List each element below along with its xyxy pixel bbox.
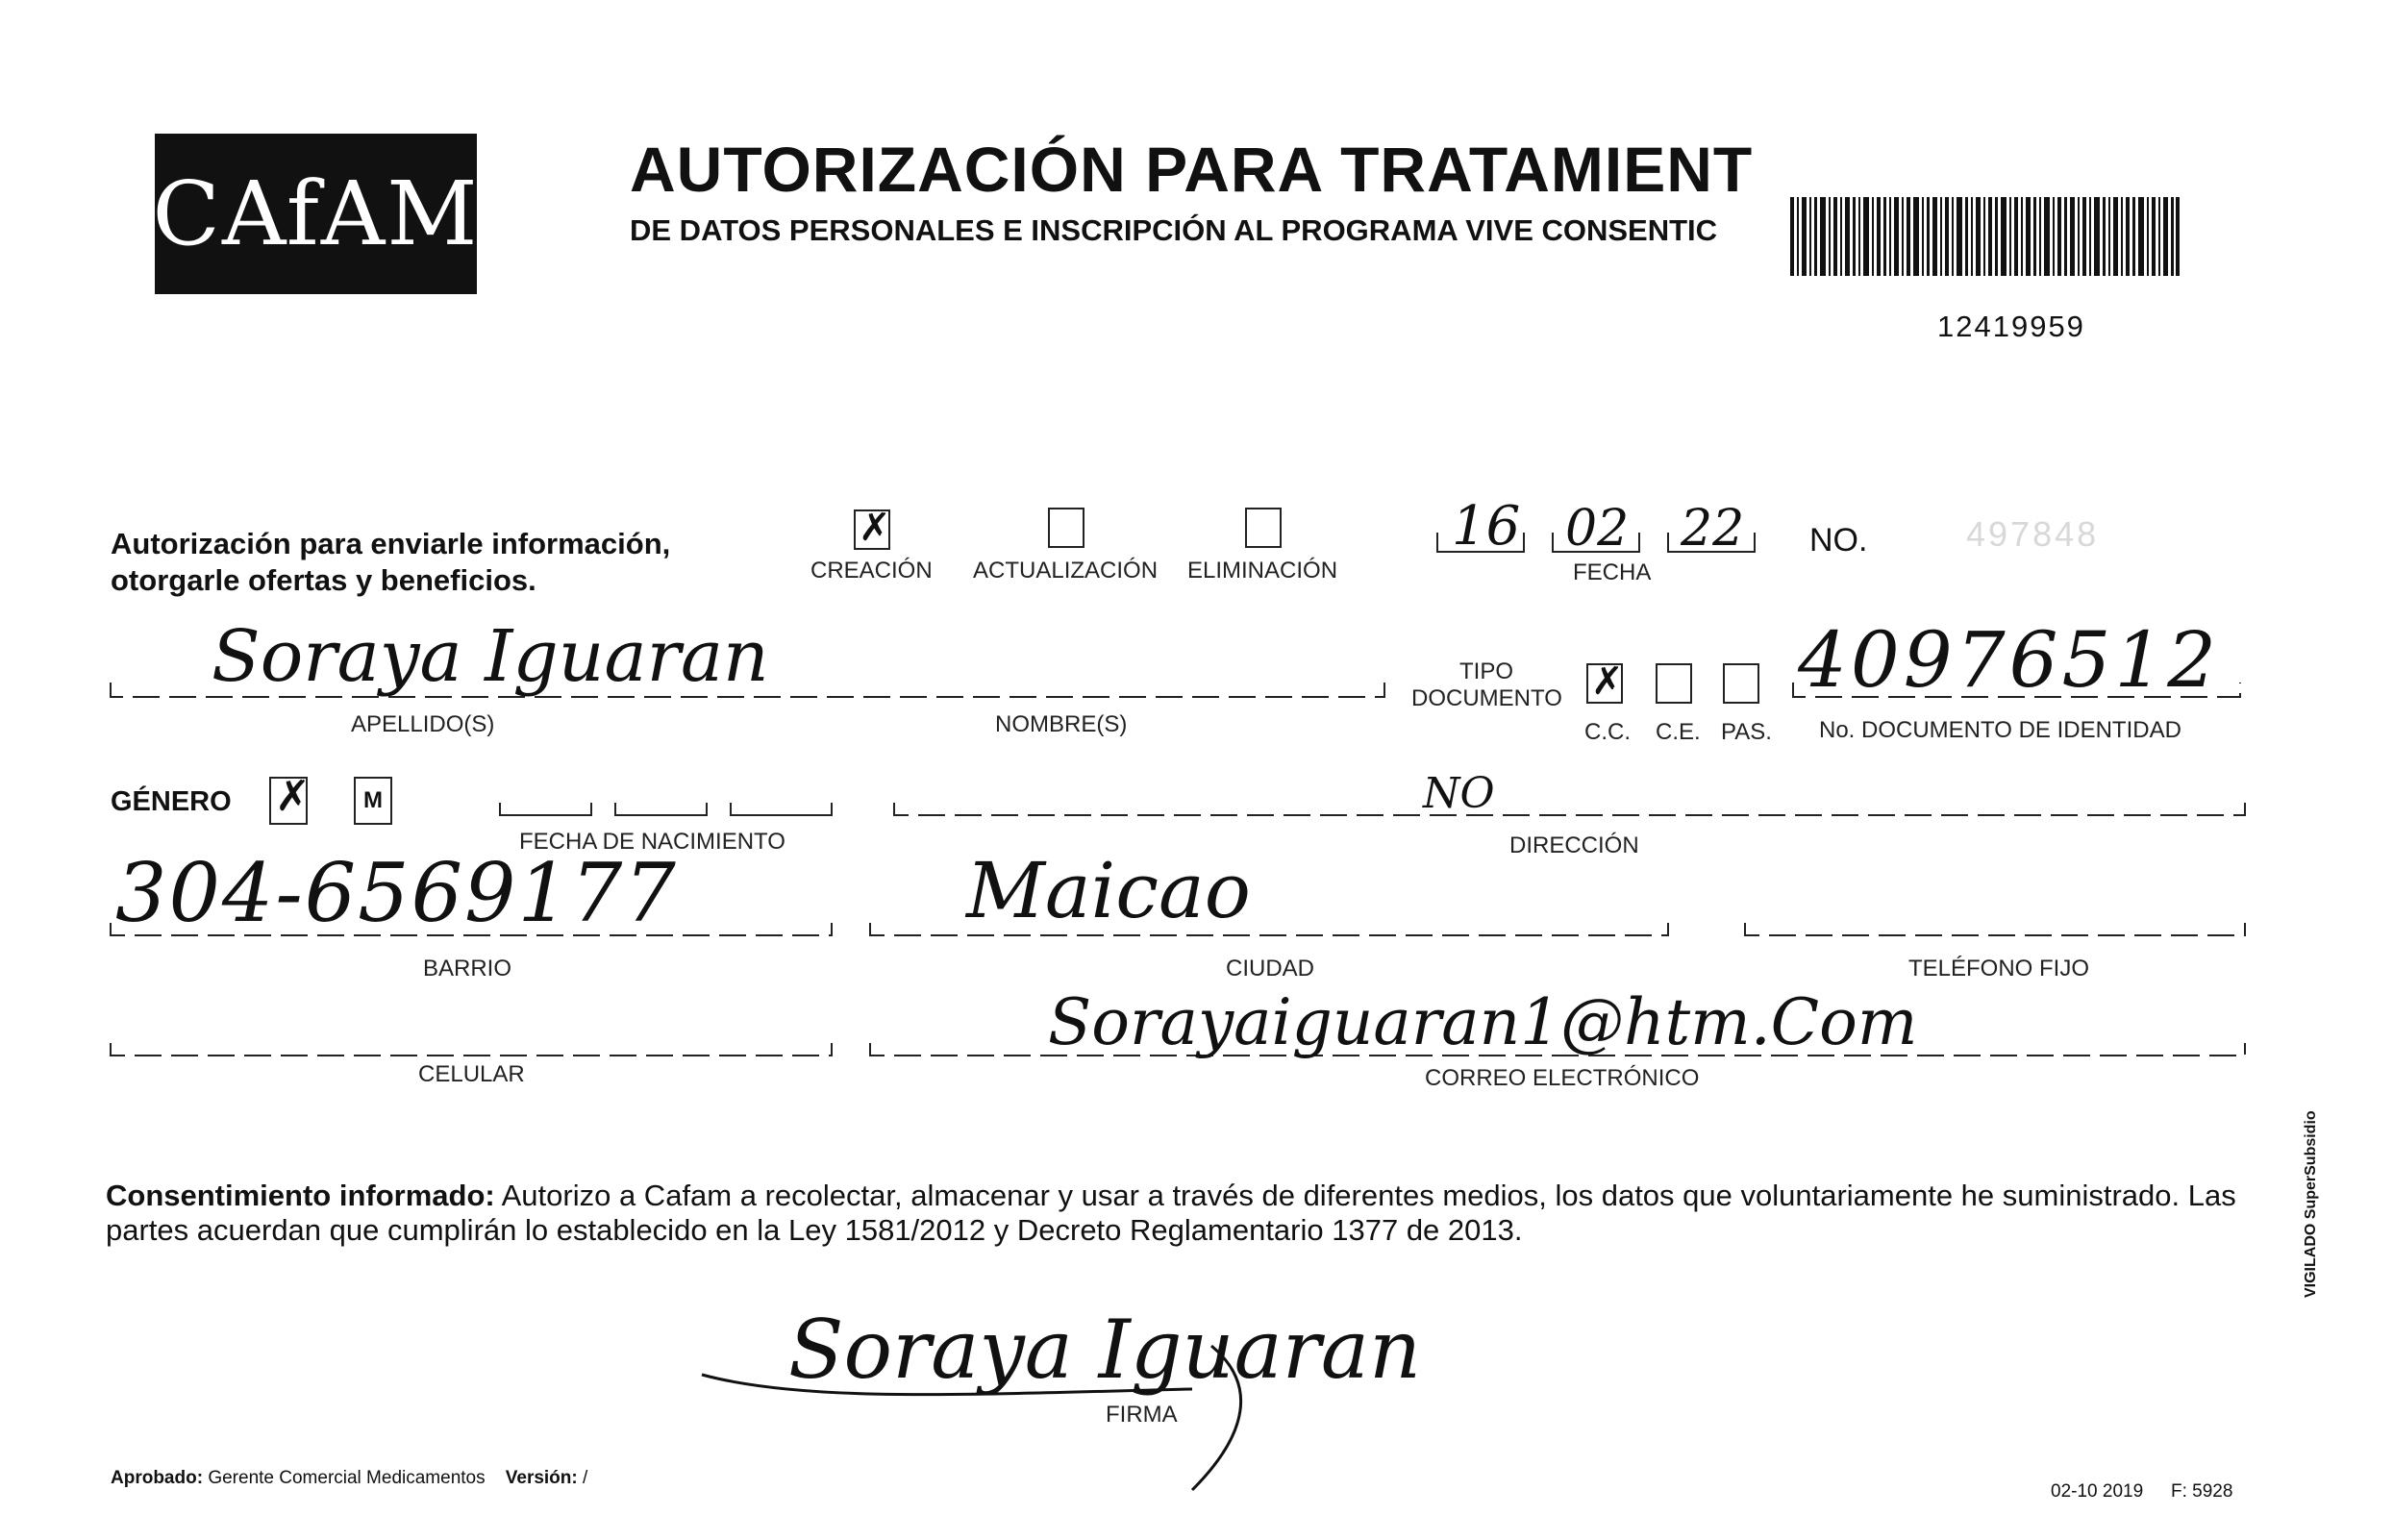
ce-label: C.E. bbox=[1656, 719, 1701, 745]
date-day-value: 16 bbox=[1452, 495, 1521, 558]
actualizacion-label: ACTUALIZACIÓN bbox=[973, 558, 1159, 584]
ce-checkbox[interactable] bbox=[1656, 663, 1692, 704]
cc-label: C.C. bbox=[1584, 719, 1631, 745]
pas-checkbox[interactable] bbox=[1723, 663, 1759, 704]
no-label: NO. bbox=[1809, 522, 1868, 559]
cafam-logo bbox=[152, 134, 480, 294]
fecha-nacimiento-label: FECHA DE NACIMIENTO bbox=[519, 829, 785, 855]
date-month-value: 02 bbox=[1565, 500, 1630, 558]
aprobado-footer bbox=[111, 1468, 587, 1489]
gender-m-label: M bbox=[363, 787, 383, 813]
form-subtitle: DE DATOS PERSONALES E INSCRIPCIÓN AL PROGRAMA VIVE CONSENTIC bbox=[630, 213, 1718, 247]
consent-lead: Consentimiento informado: bbox=[106, 1179, 495, 1212]
barcode bbox=[1790, 197, 2180, 276]
birthdate-boxes bbox=[495, 798, 841, 827]
barrio-label: BARRIO bbox=[423, 956, 512, 981]
form-title: AUTORIZACIÓN PARA TRATAMIENT bbox=[630, 134, 1754, 205]
tipo-label-1: TIPO bbox=[1459, 658, 1514, 684]
direccion-label: DIRECCIÓN bbox=[1509, 832, 1639, 858]
consent-text: Autorizo a Cafam a recolectar, almacenar y usar a través de diferentes medios, los datos que voluntariamente he suministrado. Las partes acuerdan que cumplirán lo establecido en la Ley 1581/2012 y Decreto Reglamentario 1377 de 2013. bbox=[106, 1179, 2236, 1247]
pas-label: PAS. bbox=[1721, 719, 1772, 745]
tipo-label-2: DOCUMENTO bbox=[1411, 685, 1562, 711]
creacion-label: CREACIÓN bbox=[810, 558, 933, 584]
gender-f-checkbox[interactable] bbox=[269, 777, 308, 825]
form-code: F: 5928 bbox=[2171, 1481, 2233, 1502]
direccion-value: NO bbox=[1423, 769, 1495, 818]
logo-text: CAfAM bbox=[152, 162, 480, 265]
eliminacion-checkbox[interactable] bbox=[1245, 508, 1282, 548]
apellidos-label: APELLIDO(S) bbox=[351, 711, 495, 737]
form-number-faint: 497848 bbox=[1966, 514, 2100, 554]
vigilado-side-text: VIGILADO SuperSubsidio bbox=[2303, 1110, 2319, 1298]
date-label: FECHA bbox=[1573, 559, 1652, 585]
authorization-heading-line1: Autorización para enviarle información, bbox=[111, 527, 671, 560]
consent-paragraph bbox=[106, 1179, 2250, 1248]
cc-checkbox[interactable] bbox=[1586, 663, 1623, 704]
correo-label: CORREO ELECTRÓNICO bbox=[1425, 1065, 1700, 1091]
correo-value: Sorayaiguaran1@htm.Com bbox=[1048, 985, 1918, 1059]
telefono-label: TELÉFONO FIJO bbox=[1908, 956, 2090, 981]
document-number-value: 40976512 bbox=[1798, 615, 2221, 705]
eliminacion-label: ELIMINACIÓN bbox=[1187, 558, 1338, 584]
signature-handwritten: Soraya Iguaran bbox=[788, 1303, 1422, 1397]
document-number-label: No. DOCUMENTO DE IDENTIDAD bbox=[1819, 717, 2181, 743]
barrio-value: 304-6569177 bbox=[115, 846, 678, 940]
celular-label: CELULAR bbox=[418, 1061, 525, 1087]
aprobado-value: Gerente Comercial Medicamentos bbox=[208, 1468, 486, 1488]
barcode-number: 12419959 bbox=[1937, 310, 2085, 343]
firma-label: FIRMA bbox=[1106, 1402, 1178, 1428]
aprobado-label: Aprobado: bbox=[111, 1468, 204, 1488]
genero-label: GÉNERO bbox=[111, 786, 232, 817]
direccion-line bbox=[889, 798, 2255, 827]
date-code: 02-10 2019 bbox=[2051, 1481, 2144, 1502]
ciudad-value: Maicao bbox=[966, 846, 1251, 935]
version-value: / bbox=[583, 1468, 588, 1488]
creacion-checkbox[interactable] bbox=[854, 509, 890, 550]
authorization-heading-line2: otorgarle ofertas y beneficios. bbox=[111, 563, 536, 597]
date-year-value: 22 bbox=[1681, 500, 1745, 558]
name-handwritten: Soraya Iguaran bbox=[212, 615, 769, 698]
version-label: Versión: bbox=[505, 1468, 578, 1488]
ciudad-label: CIUDAD bbox=[1226, 956, 1315, 981]
nombres-label: NOMBRE(S) bbox=[995, 711, 1128, 737]
actualizacion-checkbox[interactable] bbox=[1048, 508, 1084, 548]
gender-m-checkbox[interactable] bbox=[354, 777, 392, 825]
